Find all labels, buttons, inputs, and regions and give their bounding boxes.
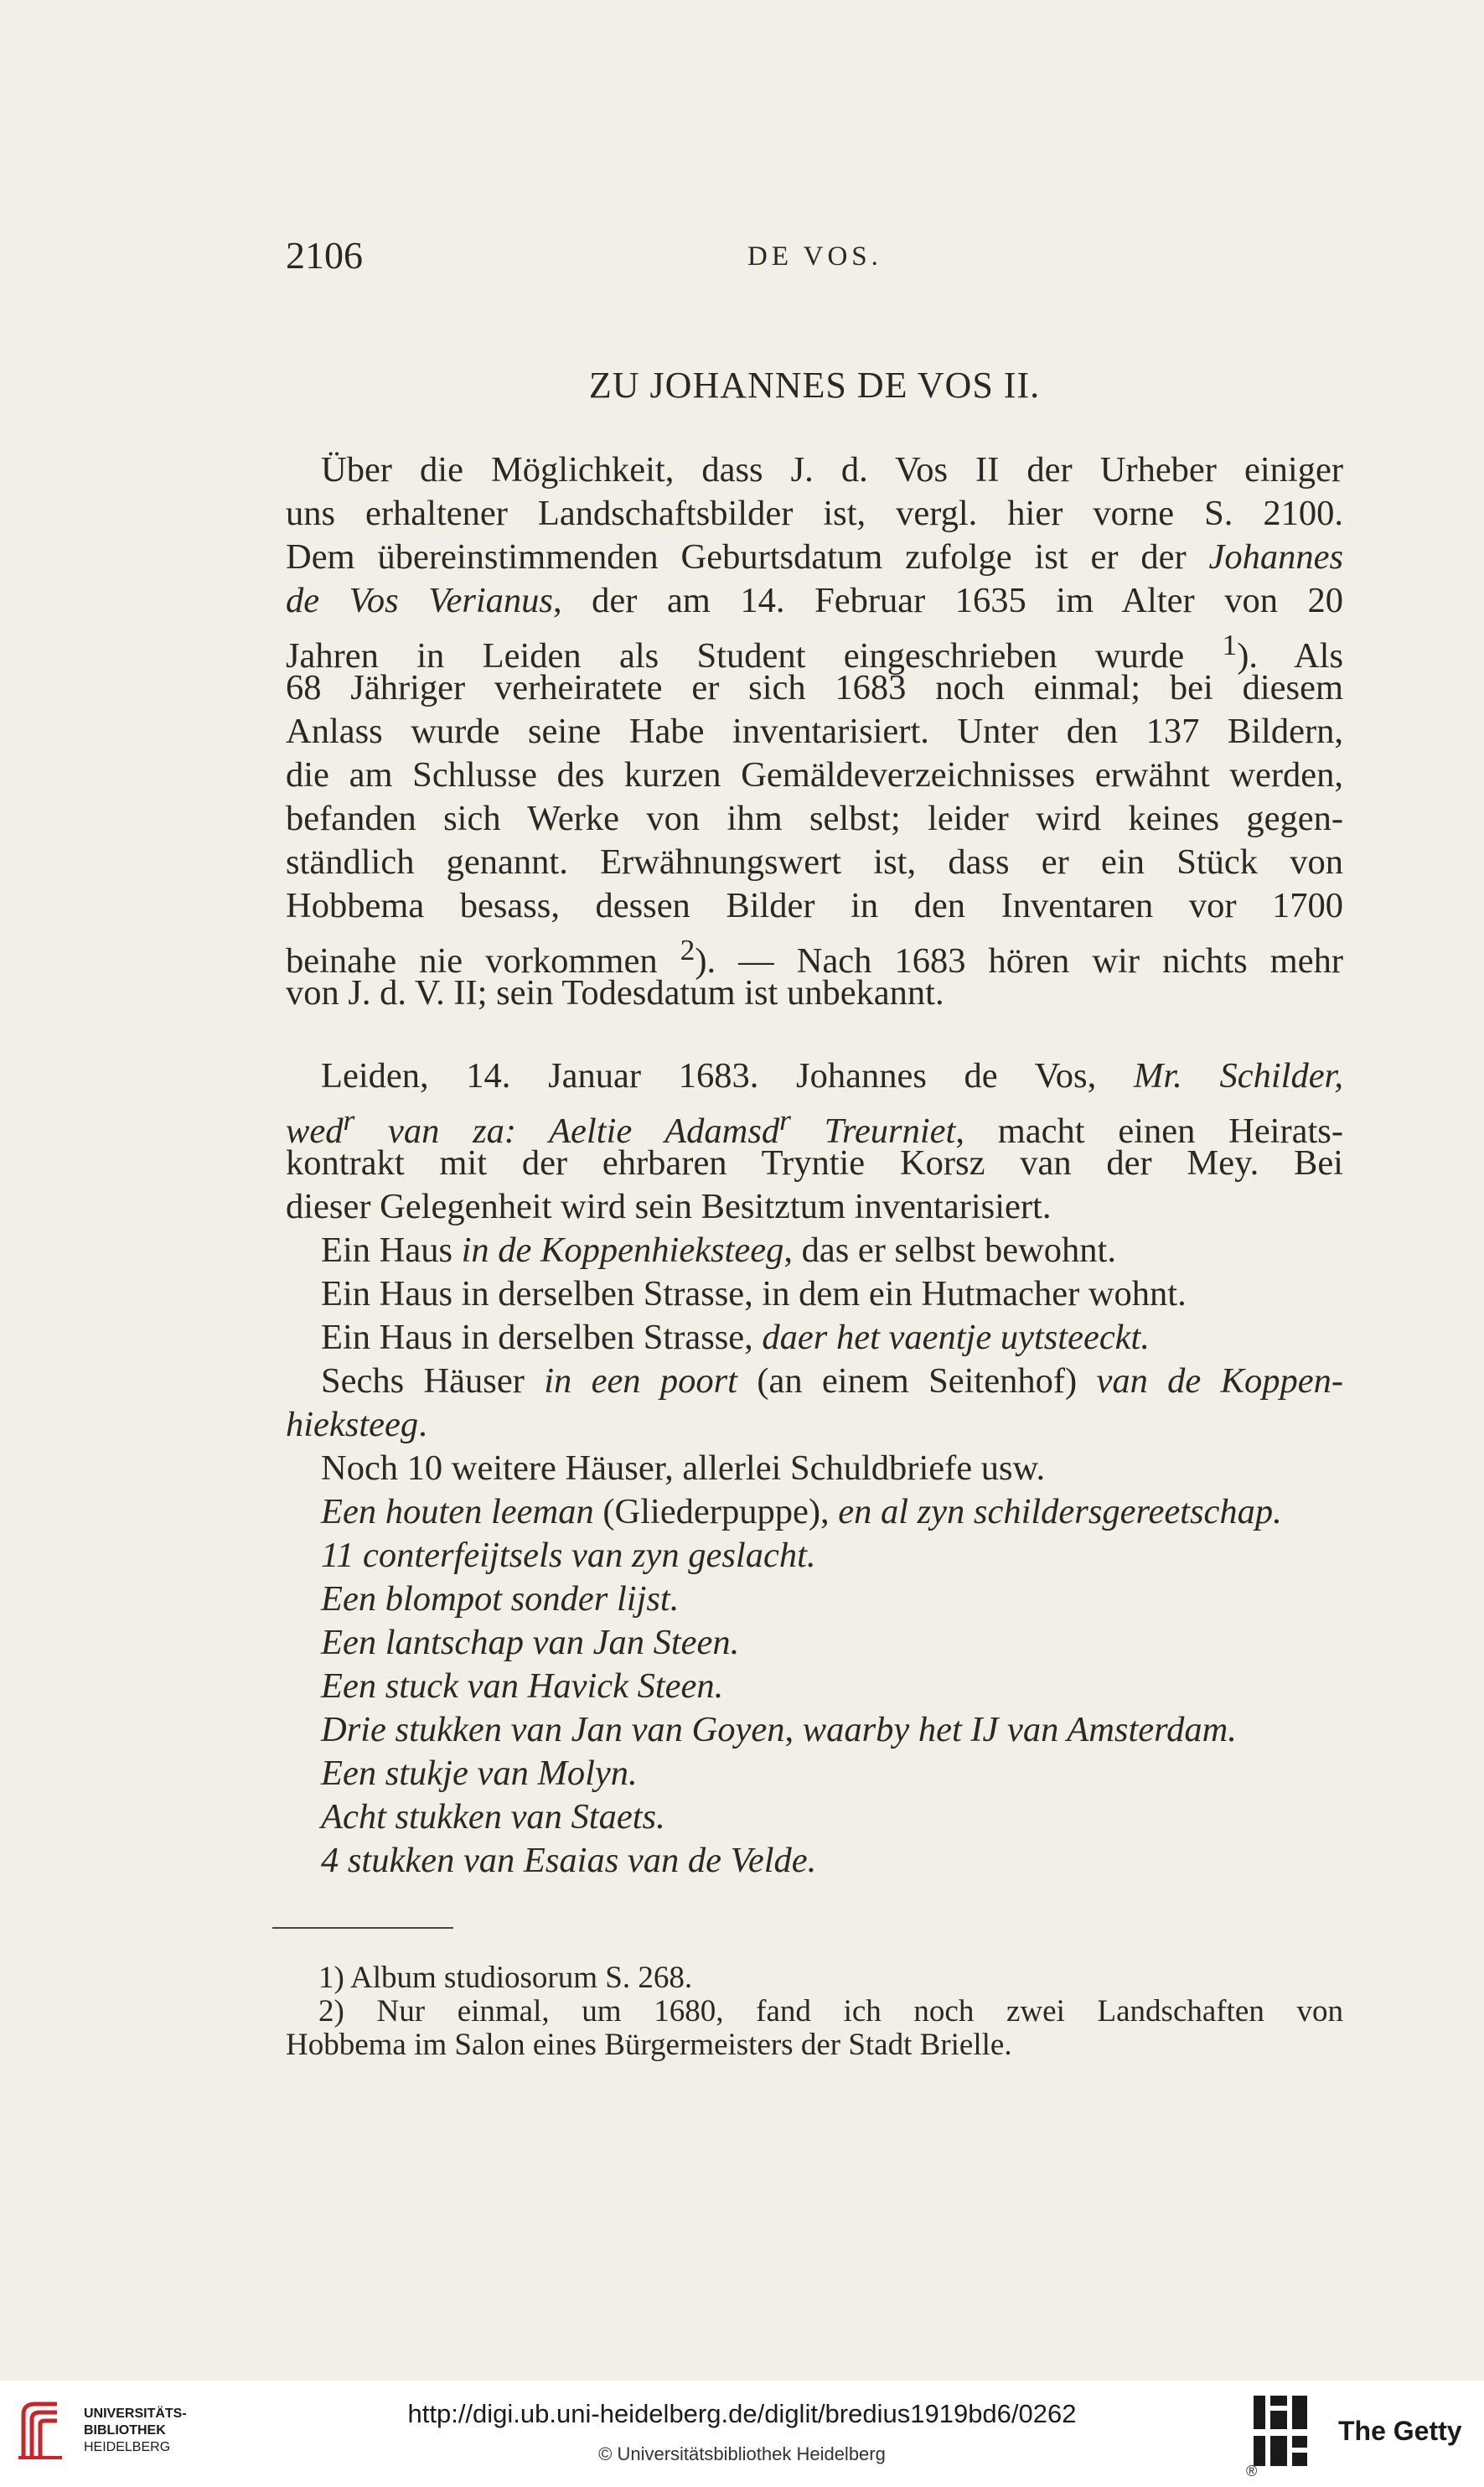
text-line: de Vos Verianus, der am 14. Februar 1635 im Alter von 20 — [286, 581, 1344, 620]
inventory-item: Ein Haus in de Koppenhieksteeg, das er selbst bewohnt. — [321, 1231, 1116, 1270]
permalink-url[interactable]: http://digi.ub.uni-heidelberg.de/diglit/bredius1919bd6/0262 — [407, 2399, 1077, 2428]
inventory-item: Noch 10 weitere Häuser, allerlei Schuldbriefe usw. — [321, 1448, 1046, 1488]
footnote-rule — [272, 1927, 453, 1929]
inventory-item: Acht stukken van Staets. — [321, 1797, 665, 1837]
text-line: die am Schlusse des kurzen Gemäldeverzeichnisses erwähnt werden, — [286, 755, 1343, 795]
text-line: wed$^r$ van za: Aeltie Adamsd$^r$ Treurniet, macht einen Heirats- — [286, 1103, 1344, 1152]
inventory-item: Ein Haus in derselben Strasse, daer het vaentje uytsteeckt. — [321, 1318, 1150, 1357]
section-heading: ZU JOHANNES DE VOS II. — [588, 365, 1041, 406]
inventory-item: Een stuck van Havick Steen. — [321, 1666, 724, 1706]
running-head — [286, 233, 1343, 280]
running-title: DE VOS. — [747, 241, 882, 272]
text-line: Hobbema besass, dessen Bilder in den Inventaren vor 1700 — [286, 886, 1343, 925]
text-line: Jahren in Leiden als Student eingeschrieben wurde $^1$). Als — [286, 628, 1343, 676]
text-line: 68 Jähriger verheiratete er sich 1683 noch einmal; bei diesem — [286, 668, 1343, 707]
viewer-footer — [0, 2381, 1484, 2487]
text-line: kontrakt mit der ehrbaren Tryntie Korsz van der Mey. Bei — [286, 1143, 1343, 1183]
inventory-item: 11 conterfeijtsels van zyn geslacht. — [321, 1536, 816, 1575]
inventory-item: Ein Haus in derselben Strasse, in dem ein Hutmacher wohnt. — [321, 1274, 1187, 1313]
text-line: Anlass wurde seine Habe inventarisiert. Unter den 137 Bildern, — [286, 712, 1343, 751]
inventory-item-cont: hieksteeg. — [286, 1405, 427, 1444]
getty-mark-icon — [1250, 2392, 1311, 2474]
text-line: ständlich genannt. Erwähnungswert ist, dass er ein Stück von — [286, 842, 1343, 882]
footnote-ref: 2 — [680, 933, 695, 966]
footnote: 2) Nur einmal, um 1680, fand ich noch zwei Landschaften von — [318, 1994, 1343, 2028]
text-line: Dem übereinstimmenden Geburtsdatum zufolge ist er der Johannes — [286, 537, 1343, 577]
text-line: beinahe nie vorkommen $^2$). — Nach 1683 hören wir nichts mehr — [286, 933, 1343, 982]
inventory-item: 4 stukken van Esaias van de Velde. — [321, 1841, 817, 1880]
inventory-item: Sechs Häuser in een poort (an einem Seitenhof) van de Koppen- — [321, 1361, 1343, 1401]
inventory-item: Een houten leeman (Gliederpuppe), en al zyn schildersgereetschap. — [321, 1492, 1282, 1531]
text-line: Über die Möglichkeit, dass J. d. Vos II der Urheber einiger — [321, 450, 1343, 490]
page-number: 2106 — [286, 234, 363, 277]
inventory-item: Een lantschap van Jan Steen. — [321, 1623, 740, 1662]
inventory-item: Een blompot sonder lijst. — [321, 1579, 680, 1619]
text-line: Leiden, 14. Januar 1683. Johannes de Vos, Mr. Schilder, — [321, 1056, 1344, 1096]
text-line: befanden sich Werke von ihm selbst; leider wird keines gegen- — [286, 799, 1343, 838]
inventory-item: Drie stukken van Jan van Goyen, waarby het IJ van Amsterdam. — [321, 1710, 1237, 1749]
footnote-ref: 1 — [1222, 628, 1238, 661]
partner-name: The Getty — [1338, 2416, 1462, 2446]
library-name: UNIVERSITÄTS- BIBLIOTHEK HEIDELBERG — [84, 2407, 187, 2454]
text-line: dieser Gelegenheit wird sein Besitztum inventarisiert. — [286, 1187, 1052, 1226]
text-line: von J. d. V. II; sein Todesdatum ist unbekannt. — [286, 973, 944, 1013]
footnote-cont: Hobbema im Salon eines Bürgermeisters der Stadt Brielle. — [286, 2028, 1012, 2062]
text-line: uns erhaltener Landschaftsbilder ist, vergl. hier vorne S. 2100. — [286, 494, 1343, 533]
inventory-item: Een stukje van Molyn. — [321, 1754, 638, 1793]
footnote: 1) Album studiosorum S. 268. — [318, 1961, 693, 1995]
copyright-notice: © Universitätsbibliothek Heidelberg — [598, 2443, 886, 2464]
registered-mark: ® — [1246, 2463, 1258, 2479]
library-seal-icon — [15, 2397, 74, 2464]
